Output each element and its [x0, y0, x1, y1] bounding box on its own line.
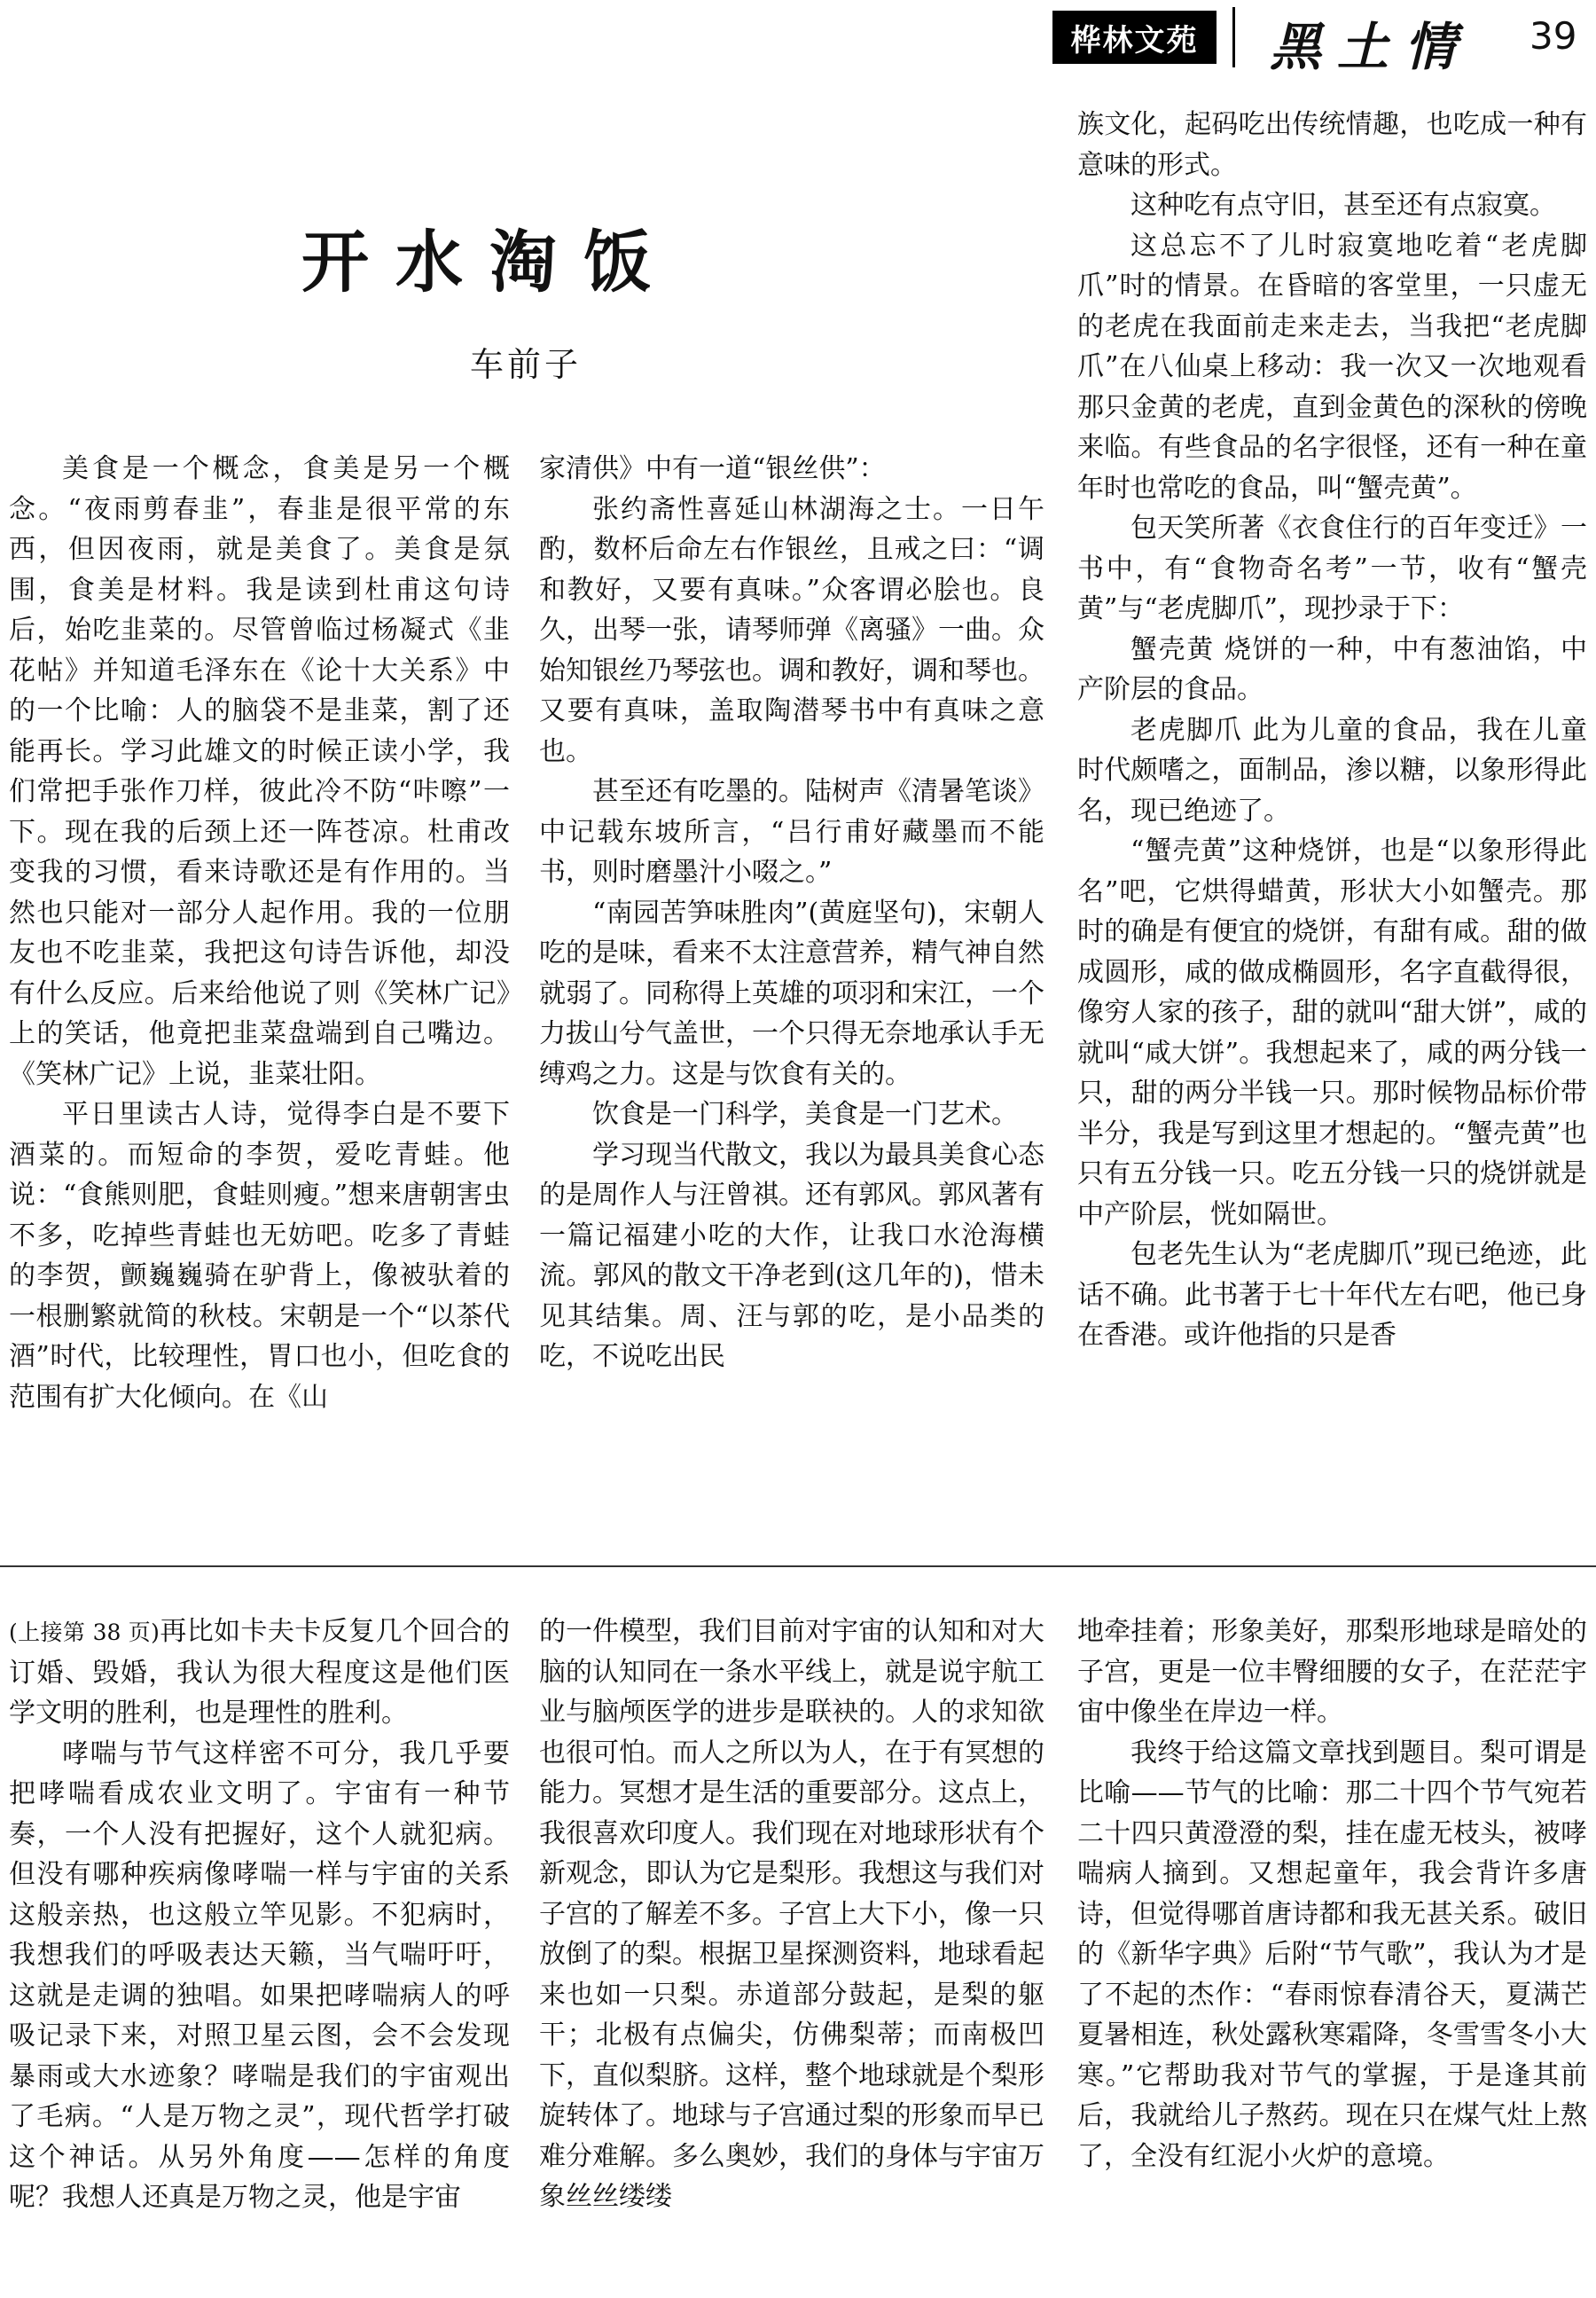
paragraph: 甚至还有吃墨的。陆树声《清暑笔谈》中记载东坡所言，“吕行甫好藏墨而不能书，则时磨墨汁小啜之。”	[539, 776, 1044, 888]
header-divider	[1232, 7, 1235, 67]
section-divider	[0, 1565, 1596, 1567]
paragraph: 的一件模型，我们目前对宇宙的认知和对大脑的认知同在一条水平线上，就是说宇航工业与脑颅医学的进步是联袂的。人的求知欲也很可怕。而人之所以为人，在于有冥想的能力。冥想才是生活的重要部分。这点上，我很喜欢印度人。我们现在对地球形状有个新观念，即认为它是梨形。我想这与我们对子宫的了解差不多。子宫上大下小，像一只放倒了的梨。根据卫星探测资料，地球看起来也如一只梨。赤道部分鼓起，是梨的躯干；北极有点偏尖，仿佛梨蒂；而南极凹下，直似梨脐。这样，整个地球就是个梨形旋转体了。地球与子宫通过梨的形象而早已难分难解。多么奥妙，我们的身体与宇宙万象丝丝缕缕	[539, 1616, 1044, 2212]
article-column-2	[539, 449, 1044, 1377]
continued-column-2	[539, 1612, 1044, 2217]
paragraph-text: 再比如卡夫卡反复几个回合的订婚、毁婚，我认为很大程度这是他们医学文明的胜利，也是理性的胜利。	[9, 1616, 510, 1729]
magazine-logo: 黑土情	[1270, 17, 1473, 77]
paragraph	[9, 1612, 510, 1734]
continued-marker: (上接第 38 页)	[9, 1620, 160, 1645]
paragraph: 包老先生认为“老虎脚爪”现已绝迹，此话不确。此书著于七十年代左右吧，他已身在香港。或许他指的只是香	[1077, 1239, 1587, 1351]
paragraph: 这种吃有点守旧，甚至还有点寂寞。	[1130, 190, 1556, 221]
paragraph: 饮食是一门科学，美食是一门艺术。	[592, 1099, 1018, 1130]
paragraph: 我终于给这篇文章找到题目。梨可谓是比喻——节气的比喻：那二十四个节气宛若二十四只黄澄澄的梨，挂在虚无枝头，被哮喘病人摘到。又想起童年，我会背许多唐诗，但觉得哪首唐诗都和我无甚关系。破旧的《新华字典》后附“节气歌”，我认为才是了不起的杰作：“春雨惊春清谷天，夏满芒夏暑相连，秋处露秋寒霜降，冬雪雪冬小大寒。”它帮助我对节气的掌握，于是逢其前后，我就给儿子熬药。现在只在煤气灶上熬了，全没有红泥小火炉的意境。	[1077, 1737, 1587, 2172]
article-title: 开水淘饭	[301, 223, 677, 302]
paragraph: 张约斋性喜延山林湖海之士。一日午酌，数杯后命左右作银丝，且戒之曰：“调和教好，又要有真味。”众客谓必脍也。良久，出琴一张，请琴师弹《离骚》一曲。众始知银丝乃琴弦也。调和教好，调和琴也。又要有真味，盖取陶潜琴书中有真味之意也。	[539, 493, 1044, 767]
paragraph: 这总忘不了儿时寂寞地吃着“老虎脚爪”时的情景。在昏暗的客堂里，一只虚无的老虎在我面前走来走去，当我把“老虎脚爪”在八仙桌上移动：我一次又一次地观看那只金黄的老虎，直到金黄色的深秋的傍晚来临。有些食品的名字很怪，还有一种在童年时也常吃的食品，叫“蟹壳黄”。	[1077, 230, 1587, 504]
page-number: 39	[1530, 14, 1577, 58]
paragraph: 家清供》中有一道“银丝供”：	[539, 453, 886, 484]
column-tag: 桦林文苑	[1052, 11, 1217, 64]
paragraph: 美食是一个概念，食美是另一个概念。“夜雨剪春韭”，春韭是很平常的东西，但因夜雨，就是美食了。美食是氛围，食美是材料。我是读到杜甫这句诗后，始吃韭菜的。尽管曾临过杨凝式《韭花帖》并知道毛泽东在《论十大关系》中的一个比喻：人的脑袋不是韭菜，割了还能再长。学习此雄文的时候正读小学，我们常把手张作刀样，彼此冷不防“咔嚓”一下。现在我的后颈上还一阵苍凉。杜甫改变我的习惯，看来诗歌还是有作用的。当然也只能对一部分人起作用。我的一位朋友也不吃韭菜，我把这句诗告诉他，却没有什么反应。后来给他说了则《笑林广记》上的笑话，他竟把韭菜盘端到自己嘴边。《笑林广记》上说，韭菜壮阳。	[9, 453, 510, 1090]
paragraph: 蟹壳黄 烧饼的一种，中有葱油馅，中产阶层的食品。	[1077, 633, 1587, 705]
article-author: 车前子	[470, 345, 583, 384]
paragraph: 哮喘与节气这样密不可分，我几乎要把哮喘看成农业文明了。宇宙有一种节奏，一个人没有把握好，这个人就犯病。但没有哪种疾病像哮喘一样与宇宙的关系这般亲热，也这般立竿见影。不犯病时，我想我们的呼吸表达天籁，当气喘吁吁，这就是走调的独唱。如果把哮喘病人的呼吸记录下来，对照卫星云图，会不会发现暴雨或大水迹象？哮喘是我们的宇宙观出了毛病。“人是万物之灵”，现代哲学打破这个神话。从另外角度——怎样的角度呢？我想人还真是万物之灵，他是宇宙	[9, 1737, 510, 2213]
continued-column-1	[9, 1612, 510, 2218]
article-column-3	[1077, 105, 1587, 1356]
paragraph: 族文化，起码吃出传统情趣，也吃成一种有意味的形式。	[1077, 109, 1587, 181]
article-column-1	[9, 449, 510, 1417]
paragraph: 地牵挂着；形象美好，那梨形地球是暗处的子宫，更是一位丰臀细腰的女子，在茫茫宇宙中像坐在岸边一样。	[1077, 1616, 1587, 1728]
paragraph: 包天笑所著《衣食住行的百年变迁》一书中，有“食物奇名考”一节，收有“蟹壳黄”与“老虎脚爪”，现抄录于下：	[1077, 513, 1587, 624]
continued-column-3	[1077, 1612, 1587, 2176]
paragraph: “蟹壳黄”这种烧饼，也是“以象形得此名”吧，它烘得蜡黄，形状大小如蟹壳。那时的确是有便宜的烧饼，有甜有咸。甜的做成圆形，咸的做成椭圆形，名字直截得很，像穷人家的孩子，甜的就叫“甜大饼”，咸的就叫“咸大饼”。我想起来了，咸的两分钱一只，甜的两分半钱一只。那时候物品标价带半分，我是写到这里才想起的。“蟹壳黄”也只有五分钱一只。吃五分钱一只的烧饼就是中产阶层，恍如隔世。	[1077, 835, 1587, 1230]
paragraph: “南园苦笋味胜肉”(黄庭坚句)，宋朝人吃的是味，看来不太注意营养，精气神自然就弱了。同称得上英雄的项羽和宋江，一个力拔山兮气盖世，一个只得无奈地承认手无缚鸡之力。这是与饮食有关的。	[539, 897, 1044, 1090]
paragraph: 平日里读古人诗，觉得李白是不要下酒菜的。而短命的李贺，爱吃青蛙。他说：“食熊则肥，食蛙则瘦。”想来唐朝害虫不多，吃掉些青蛙也无妨吧。吃多了青蛙的李贺，颤巍巍骑在驴背上，像被驮着的一根删繁就简的秋枝。宋朝是一个“以茶代酒”时代，比较理性，胃口也小，但吃食的范围有扩大化倾向。在《山	[9, 1099, 510, 1413]
paragraph: 老虎脚爪 此为儿童的食品，我在儿童时代颇嗜之，面制品，渗以糖，以象形得此名，现已绝迹了。	[1077, 714, 1587, 827]
paragraph: 学习现当代散文，我以为最具美食心态的是周作人与汪曾祺。还有郭风。郭风著有一篇记福建小吃的大作，让我口水沧海横流。郭风的散文干净老到(这几年的)，惜未见其结集。周、汪与郭的吃，是小品类的吃，不说吃出民	[539, 1139, 1044, 1372]
